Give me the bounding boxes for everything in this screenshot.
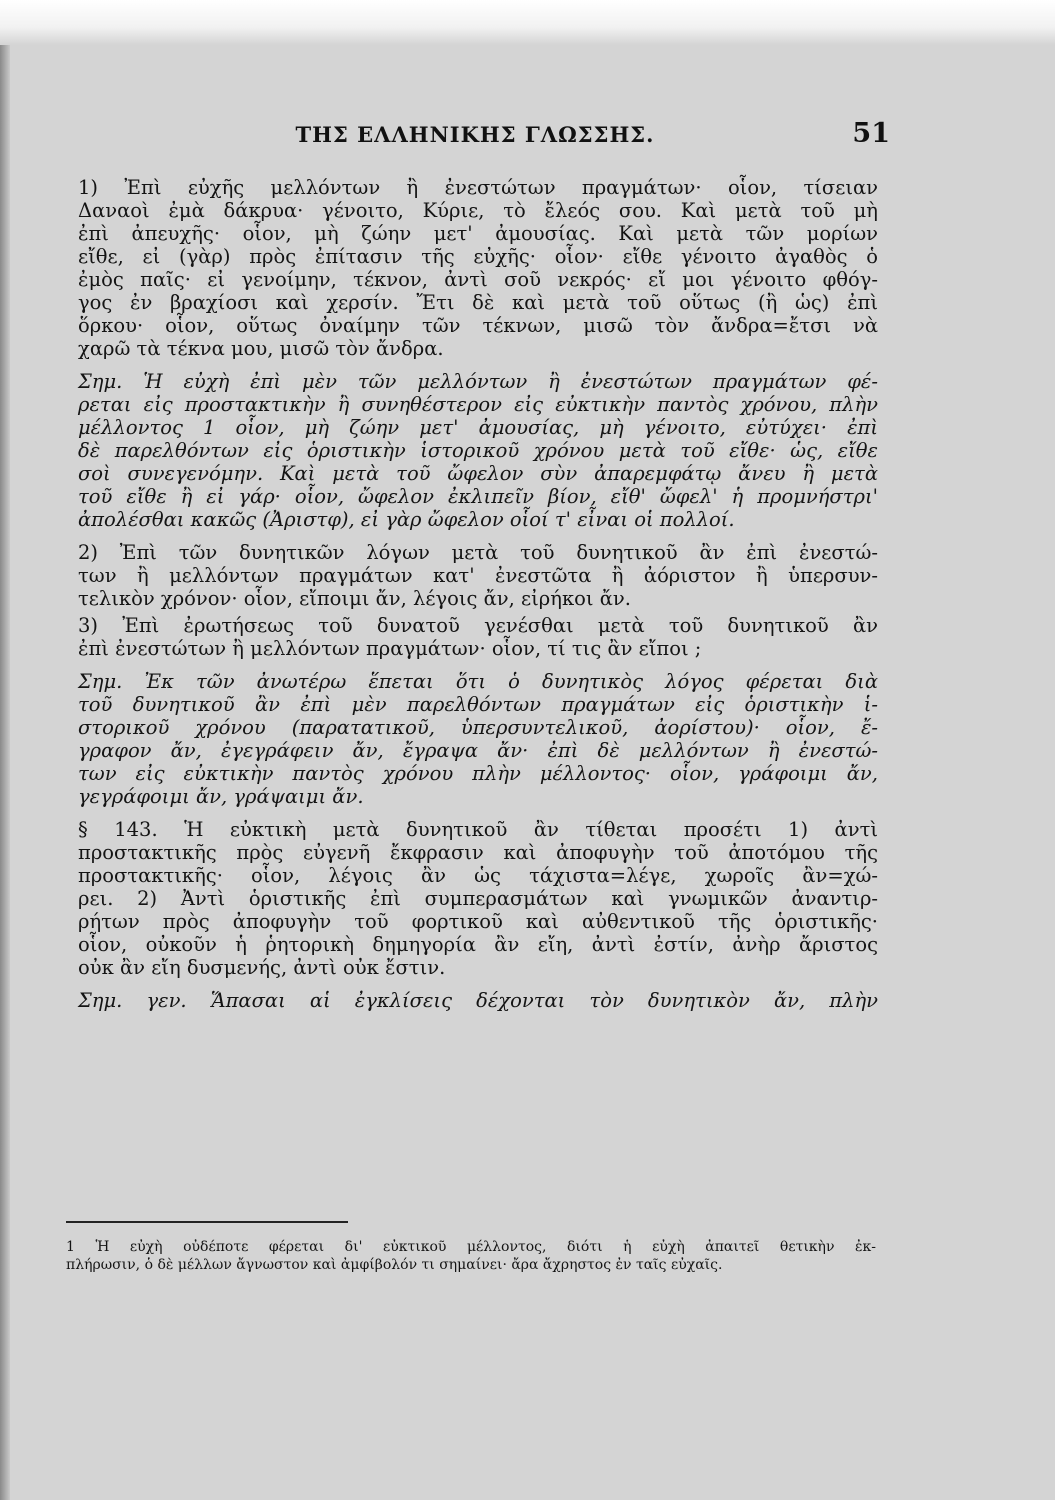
note-line: τοῦ εἴθε ἢ εἰ γάρ· οἷον, ὤφελον ἐκλιπεῖν βίον, εἴθ' ὤφελ' ἡ προμνήστρι'	[78, 485, 878, 508]
text-line: 1) Ἐπὶ εὐχῆς μελλόντων ἢ ἐνεστώτων πραγμάτων· οἷον, τίσειαν	[78, 176, 878, 199]
page-top-edge	[0, 0, 1055, 45]
text-line: ρει. 2) Ἀντὶ ὁριστικῆς ἐπὶ συμπερασμάτων καὶ γνωμικῶν ἀναντιρ-	[78, 887, 878, 910]
footnote-line: 1 Ἡ εὐχὴ οὐδέποτε φέρεται δι' εὐκτικοῦ μέλλοντος, διότι ἡ εὐχὴ ἀπαιτεῖ θετικὴν ἐκ-	[66, 1239, 876, 1255]
text-line: 3) Ἐπὶ ἐρωτήσεως τοῦ δυνατοῦ γενέσθαι μετὰ τοῦ δυνητικοῦ ἂν	[78, 614, 878, 637]
note-line: Σημ. γεν. Ἅπασαι αἱ ἐγκλίσεις δέχονται τὸν δυνητικὸν ἄν, πλὴν	[78, 989, 878, 1012]
text-line: εἴθε, εἰ (γὰρ) πρὸς ἐπίτασιν τῆς εὐχῆς· οἷον· εἴθε γένοιτο ἀγαθὸς ὁ	[78, 245, 878, 268]
note-line: Σημ. Ἐκ τῶν ἀνωτέρω ἕπεται ὅτι ὁ δυνητικὸς λόγος φέρεται διὰ	[78, 670, 878, 693]
running-title: ΤΗΣ ΕΛΛΗΝΙΚΗΣ ΓΛΩΣΣΗΣ.	[295, 122, 655, 147]
text-line: ἐπὶ ἀπευχῆς· οἷον, μὴ ζώην μετ' ἀμουσίας. Καὶ μετὰ τῶν μορίων	[78, 222, 878, 245]
page-body	[78, 176, 878, 1022]
page-left-edge	[0, 0, 10, 1500]
running-header	[60, 118, 890, 154]
note-line: Σημ. Ἡ εὐχὴ ἐπὶ μὲν τῶν μελλόντων ἢ ἐνεστώτων πραγμάτων φέ-	[78, 370, 878, 393]
paragraph-1	[78, 176, 878, 360]
text-line: Δαναοὶ ἐμὰ δάκρυα· γένοιτο, Κύριε, τὸ ἔλεός σου. Καὶ μετὰ τοῦ μὴ	[78, 199, 878, 222]
paragraph-3	[78, 614, 878, 660]
text-line: τελικὸν χρόνον· οἷον, εἴποιμι ἄν, λέγοις ἄν, εἰρήκοι ἄν.	[78, 587, 631, 610]
note-line: δὲ παρελθόντων εἰς ὁριστικὴν ἱστορικοῦ χρόνου μετὰ τοῦ εἴθε· ὡς, εἴθε	[78, 439, 878, 462]
note-line: σοὶ συνεγενόμην. Καὶ μετὰ τοῦ ὤφελον σὺν ἀπαρεμφάτῳ ἄνευ ἢ μετὰ	[78, 462, 878, 485]
text-line: των ἢ μελλόντων πραγμάτων κατ' ἐνεστῶτα ἢ ἀόριστον ἢ ὑπερσυν-	[78, 564, 878, 587]
text-line: 2) Ἐπὶ τῶν δυνητικῶν λόγων μετὰ τοῦ δυνητικοῦ ἂν ἐπὶ ἐνεστώ-	[78, 541, 878, 564]
footnote-line: πλήρωσιν, ὁ δὲ μέλλων ἄγνωστον καὶ ἀμφίβολόν τι σημαίνει· ἄρα ἄχρηστος ἐν ταῖς εὐχαῖς.	[66, 1257, 723, 1273]
note-line: γραφον ἄν, ἐγεγράφειν ἄν, ἔγραψα ἄν· ἐπὶ δὲ μελλόντων ἢ ἐνεστώ-	[78, 739, 878, 762]
note-general	[78, 989, 878, 1012]
paragraph-2	[78, 541, 878, 610]
text-line: προστακτικῆς πρὸς εὐγενῆ ἔκφρασιν καὶ ἀποφυγὴν τοῦ ἀποτόμου τῆς	[78, 841, 878, 864]
text-line: § 143. Ἡ εὐκτικὴ μετὰ δυνητικοῦ ἂν τίθεται προσέτι 1) ἀντὶ	[78, 818, 878, 841]
note-line: στορικοῦ χρόνου (παρατατικοῦ, ὑπερσυντελικοῦ, ἀορίστου)· οἷον, ἔ-	[78, 716, 878, 739]
text-line: οὐκ ἂν εἴη δυσμενής, ἀντὶ οὐκ ἔστιν.	[78, 956, 446, 979]
note-line: των εἰς εὐκτικὴν παντὸς χρόνου πλὴν μέλλοντος· οἷον, γράφοιμι ἄν,	[78, 762, 878, 785]
text-line: ὅρκου· οἷον, οὕτως ὀναίμην τῶν τέκνων, μισῶ τὸν ἄνδρα=ἔτσι νὰ	[78, 314, 878, 337]
note-2	[78, 670, 878, 808]
note-line: γεγράφοιμι ἄν, γράψαιμι ἄν.	[78, 785, 364, 808]
text-line: οἷον, οὐκοῦν ἡ ῥητορικὴ δημηγορία ἂν εἴη, ἀντὶ ἐστίν, ἀνὴρ ἄριστος	[78, 933, 878, 956]
note-line: ρεται εἰς προστακτικὴν ἢ συνηθέστερον εἰς εὐκτικὴν παντὸς χρόνου, πλὴν	[78, 393, 878, 416]
note-line: τοῦ δυνητικοῦ ἂν ἐπὶ μὲν παρελθόντων πραγμάτων εἰς ὁριστικὴν ἱ-	[78, 693, 878, 716]
section-143	[78, 818, 878, 979]
footnote-rule	[66, 1221, 348, 1223]
text-line: ἐμὸς παῖς· εἰ γενοίμην, τέκνον, ἀντὶ σοῦ νεκρός· εἴ μοι γένοιτο φθόγ-	[78, 268, 878, 291]
footnote	[66, 1238, 876, 1274]
text-line: ἐπὶ ἐνεστώτων ἢ μελλόντων πραγμάτων· οἷον, τί τις ἂν εἴποι ;	[78, 637, 702, 660]
text-line: γος ἐν βραχίοσι καὶ χερσίν. Ἔτι δὲ καὶ μετὰ τοῦ οὕτως (ἢ ὡς) ἐπὶ	[78, 291, 878, 314]
text-line: ρήτων πρὸς ἀποφυγὴν τοῦ φορτικοῦ καὶ αὐθεντικοῦ τῆς ὁριστικῆς·	[78, 910, 878, 933]
note-line: ἀπολέσθαι κακῶς (Ἀριστφ), εἰ γὰρ ὤφελον οἷοί τ' εἶναι οἱ πολλοί.	[78, 508, 735, 531]
note-1	[78, 370, 878, 531]
note-line: μέλλοντος 1 οἷον, μὴ ζώην μετ' ἀμουσίας, μὴ γένοιτο, εὐτύχει· ἐπὶ	[78, 416, 878, 439]
text-line: προστακτικῆς· οἷον, λέγοις ἂν ὡς τάχιστα=λέγε, χωροῖς ἂν=χώ-	[78, 864, 878, 887]
page-number: 51	[852, 118, 890, 149]
text-line: χαρῶ τὰ τέκνα μου, μισῶ τὸν ἄνδρα.	[78, 337, 444, 360]
